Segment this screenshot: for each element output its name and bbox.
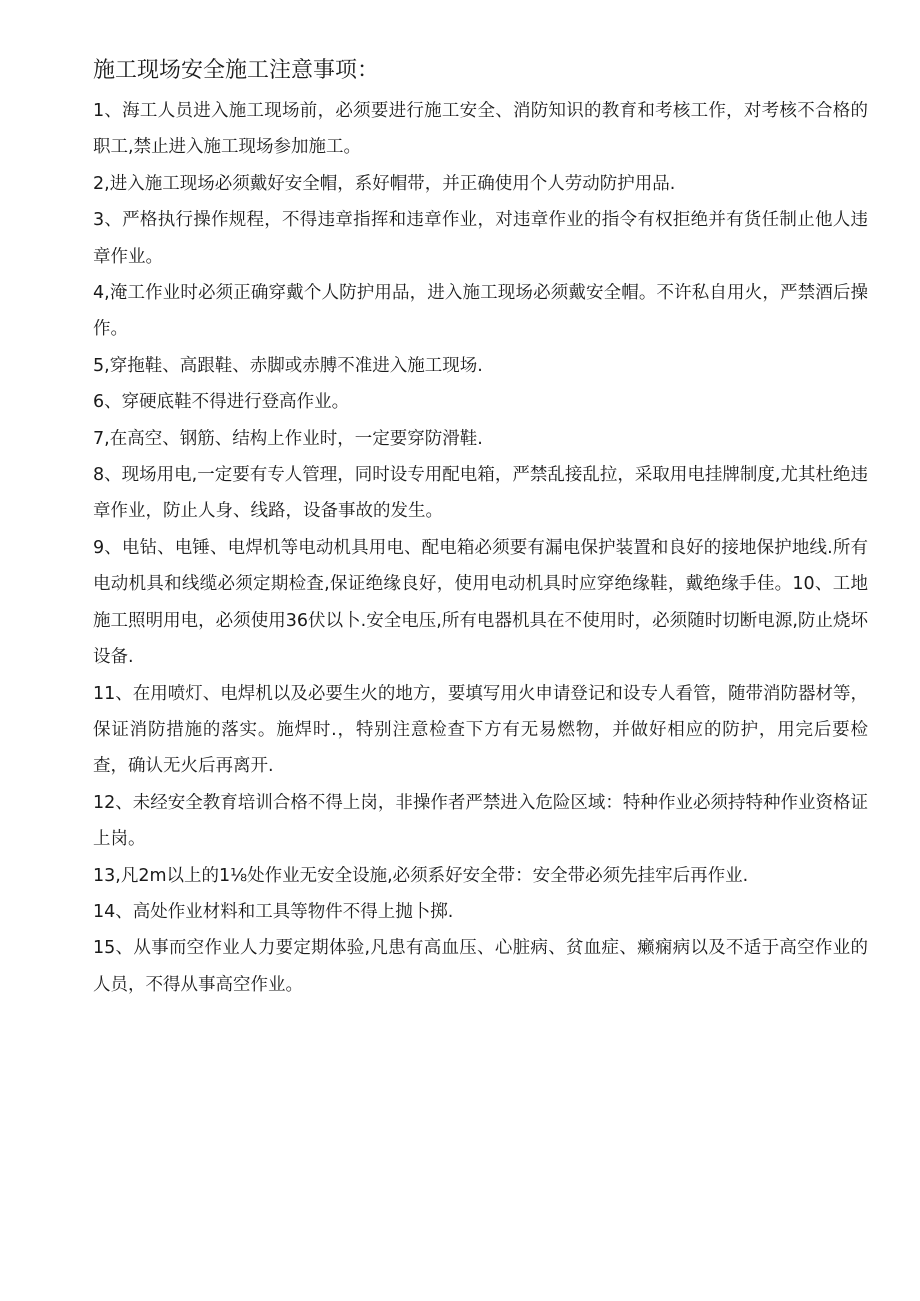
paragraph-7: 7,在高空、钢筋、结构上作业时，一定要穿防滑鞋. bbox=[93, 428, 483, 449]
paragraph-13: 13,凡2m以上的1⅛处作业无安全设施,必须系好安全带：安全带必须先挂牢后再作业. bbox=[93, 865, 749, 886]
paragraph-2: 2,进入施工现场必须戴好安全帽，系好帽带，并正确使用个人劳动防护用品. bbox=[93, 173, 676, 194]
paragraph-5: 5,穿拖鞋、高跟鞋、赤脚或赤膊不准进入施工现场. bbox=[93, 355, 483, 376]
paragraph-8: 8、现场用电,一定要有专人管理，同时设专用配电箱，严禁乱接乱拉，采取用电挂牌制度,尤其杜绝违章作业，防止人身、线路，设备事故的发生。 bbox=[93, 465, 868, 522]
paragraph-11: 11、在用喷灯、电焊机以及必要生火的地方，要填写用火申请登记和设专人看管，随带消防器材等，保证消防措施的落实。施焊时.，特别注意检查下方有无易燃物，并做好相应的防护，用完后要检查，确认无火后再离开. bbox=[93, 683, 868, 777]
paragraph-6: 6、穿硬底鞋不得进行登高作业。 bbox=[93, 392, 350, 413]
paragraph-1: 1、海工人员进入施工现场前，必须要进行施工安全、消防知识的教育和考核工作，对考核不合格的职工,禁止进入施工现场参加施工。 bbox=[93, 101, 868, 158]
paragraph-9: 9、电钻、电锤、电焊机等电动机具用电、配电箱必须要有漏电保护装置和良好的接地保护地线.所有电动机具和线缆必须定期检査,保证绝缘良好，使用电动机具时应穿绝缘鞋，戴绝缘手佳。10、工地施工照明用电，必须使用36伏以卜.安全电压,所有电器机具在不使用时，必须随时切断电源,防止烧坏设备. bbox=[93, 537, 868, 668]
paragraph-4: 4,淹工作业时必须正确穿戴个人防护用品，进入施工现场必须戴安全帽。不许私自用火，严禁酒后操作。 bbox=[93, 283, 868, 340]
paragraph-12: 12、未经安全教育培训合格不得上岗，非操作者严禁进入危险区域：特种作业必须持特种作业资格证上岗。 bbox=[93, 792, 868, 850]
paragraph-3: 3、严格执行操作规程，不得违章指挥和违章作业，对违章作业的指令有权拒绝并有货任制止他人违章作业。 bbox=[93, 210, 868, 267]
paragraph-15: 15、从事而空作业人力要定期体验,凡患有高血压、心脏病、贫血症、癞痫病以及不适于高空作业的人员，不得从事高空作业。 bbox=[93, 938, 868, 995]
document-body bbox=[93, 93, 868, 1003]
paragraph-14: 14、高处作业材料和工具等物件不得上抛卜掷. bbox=[93, 901, 454, 922]
document-title: 施工现场安全施工注意事项： bbox=[93, 58, 380, 83]
